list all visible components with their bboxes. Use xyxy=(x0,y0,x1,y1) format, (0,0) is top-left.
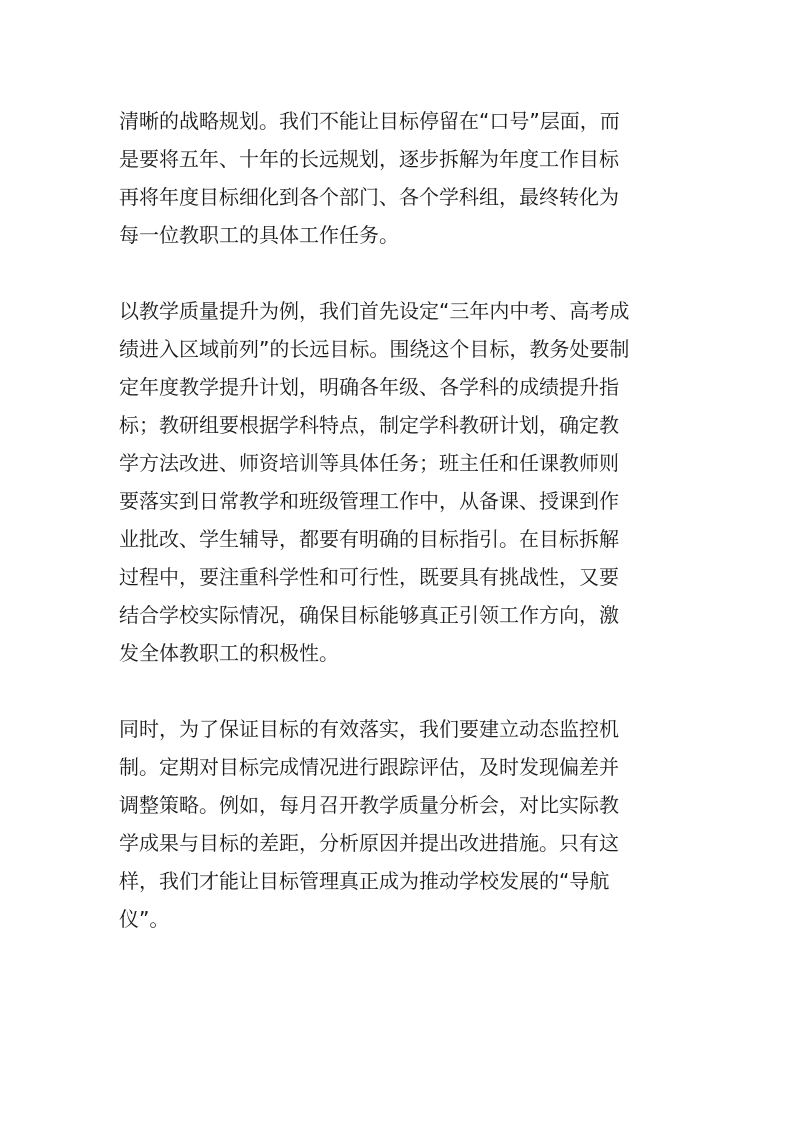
paragraph-strategy: 清晰的战略规划。我们不能让目标停留在“口号”层面，而 是要将五年、十年的长远规划，逐步拆解为年度工作目标 再将年度目标细化到各个部门、各个学科组，最终转化为 每一位教职工的具体工作任务。 xyxy=(119,109,620,247)
document-body xyxy=(119,102,681,938)
paragraph-monitoring: 同时，为了保证目标的有效落实，我们要建立动态监控机 制。定期对目标完成情况进行跟踪评估，及时发现偏差并 调整策略。例如，每月召开教学质量分析会，对比实际教 学成果与目标的差距，分析原因并提出改进措施。只有这 样，我们才能让目标管理真正成为推动学校发展的“导航 仪”。 xyxy=(119,717,619,931)
paragraph-teaching-quality: 以教学质量提升为例，我们首先设定“三年内中考、高考成 绩进入区域前列”的长远目标。围绕这个目标，教务处要制 定年度教学提升计划，明确各年级、各学科的成绩提升指 标；教研组要根据学科特点，制定学科教研计划，确定教 学方法改进、师资培训等具体任务；班主任和任课教师则 要落实到日常教学和班级管理工作中，从备课、授课到作 业批改、学生辅导，都要有明确的目标指引。在目标拆解 过程中，要注重科学性和可行性，既要具有挑战性，又要 结合学校实际情况，确保目标能够真正引领工作方向，激 发全体教职工的积极性。 xyxy=(119,299,630,665)
